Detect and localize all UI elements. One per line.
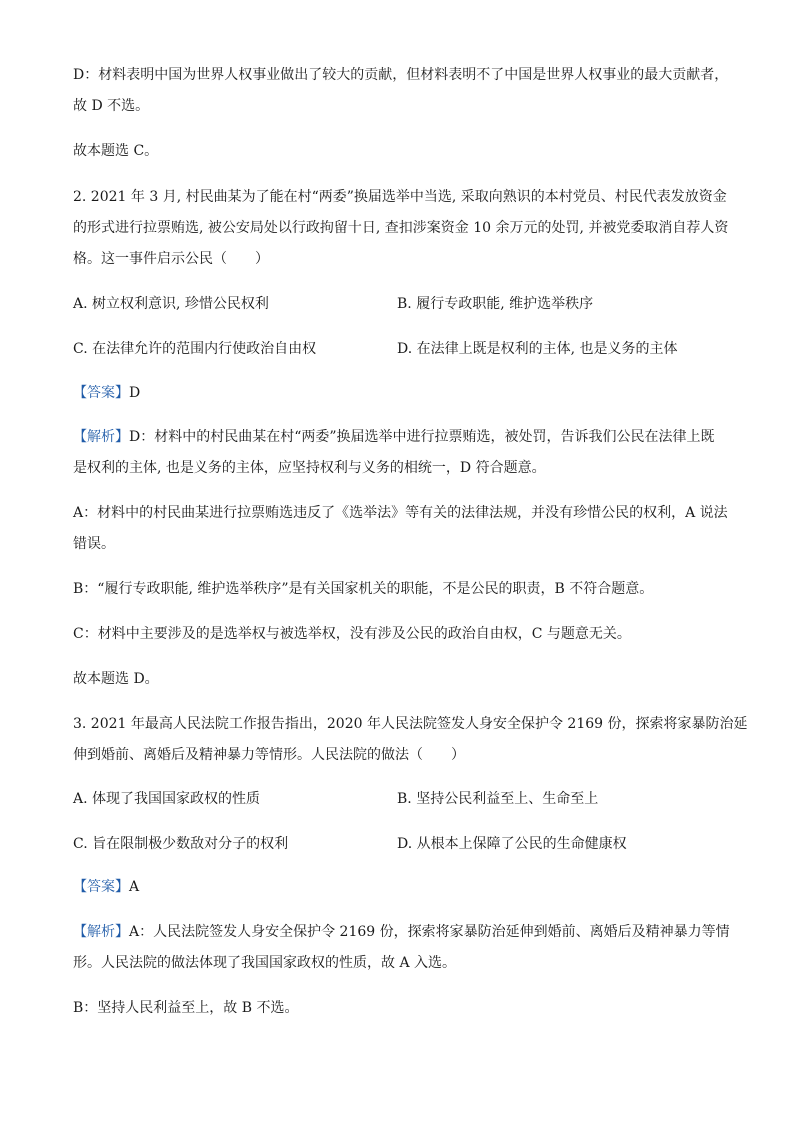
- q2-option-d: D. 在法律上既是权利的主体, 也是义务的主体: [397, 341, 678, 357]
- q2-option-c: C. 在法律允许的范围内行使政治自由权: [73, 341, 317, 357]
- q2-option-b: B. 履行专政职能, 维护选举秩序: [397, 296, 594, 312]
- q3-option-c: C. 旨在限制极少数敌对分子的权利: [73, 836, 289, 852]
- q3-analysis: 【解析】A：人民法院签发人身安全保护令 2169 份，探索将家暴防治延伸到婚前、离婚后及精神暴力等情 形。人民法院的做法体现了我国国家政权的性质，故 A 入选。: [73, 924, 730, 971]
- q2-option-a: A. 树立权利意识, 珍惜公民权利: [73, 296, 269, 312]
- q2-answer: 【答案】D: [73, 385, 141, 401]
- q2-conclusion: 故本题选 D。: [73, 671, 159, 687]
- q2-analysis: 【解析】D：材料中的村民曲某在村“两委”换届选举中进行拉票贿选，被处罚，告诉我们公民在法律上既 是权利的主体, 也是义务的主体，应坚持权利与义务的相统一，D 符合题意。: [73, 429, 715, 476]
- analysis-tag: 【解析】: [73, 924, 129, 940]
- q3-option-d: D. 从根本上保障了公民的生命健康权: [397, 836, 627, 852]
- q2-analysis-a: A：材料中的村民曲某进行拉票贿选违反了《选举法》等有关的法律法规，并没有珍惜公民的权利，A 说法 错误。: [73, 505, 728, 552]
- q2-analysis-c: C：材料中主要涉及的是选举权与被选举权，没有涉及公民的政治自由权，C 与题意无关。: [73, 626, 631, 642]
- q3-stem: 3. 2021 年最高人民法院工作报告指出，2020 年人民法院签发人身安全保护令 2169 份，探索将家暴防治延 伸到婚前、离婚后及精神暴力等情形。人民法院的做法（ ）: [73, 716, 748, 763]
- q3-answer: 【答案】A: [73, 879, 140, 895]
- q3-option-a: A. 体现了我国国家政权的性质: [73, 791, 261, 807]
- q2-stem: 2. 2021 年 3 月, 村民曲某为了能在村“两委”换届选举中当选, 采取向熟识的本村党员、村民代表发放资金 的形式进行拉票贿选, 被公安局处以行政拘留十日, 查扣涉案资金 10 余万元的处罚, 并被党委取消自荐人资 格。这一事件启示公民（ ）: [73, 189, 729, 267]
- prev-analysis-d: D：材料表明中国为世界人权事业做出了较大的贡献，但材料表明不了中国是世界人权事业的最大贡献者， 故 D 不选。: [73, 67, 729, 114]
- answer-tag: 【答案】: [73, 385, 129, 401]
- q2-analysis-b: B：“履行专政职能, 维护选举秩序”是有关国家机关的职能，不是公民的职责，B 不符合题意。: [73, 581, 654, 597]
- q3-analysis-b: B：坚持人民利益至上，故 B 不选。: [73, 1000, 299, 1016]
- answer-tag: 【答案】: [73, 879, 129, 895]
- q3-option-b: B. 坚持公民利益至上、生命至上: [397, 791, 599, 807]
- prev-conclusion: 故本题选 C。: [73, 143, 159, 159]
- analysis-tag: 【解析】: [73, 429, 129, 445]
